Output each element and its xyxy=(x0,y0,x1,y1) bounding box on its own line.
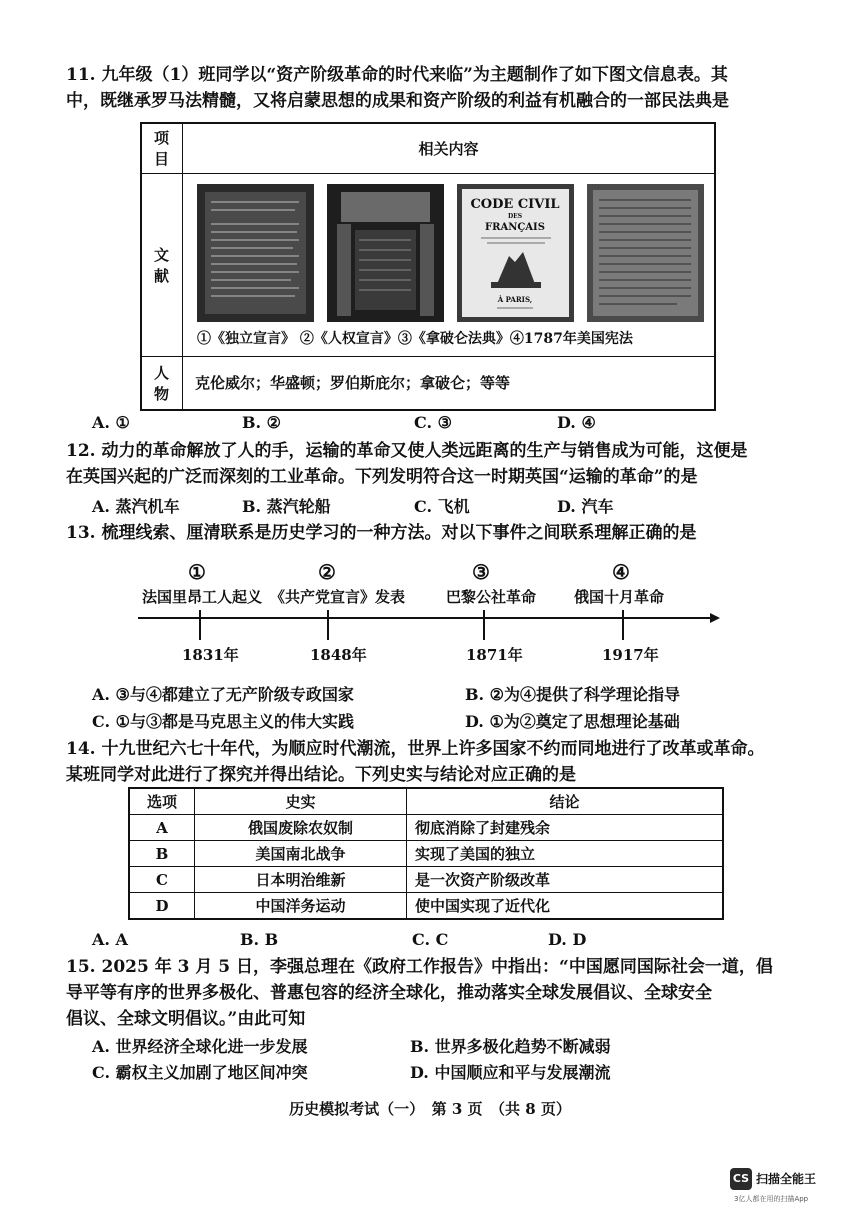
watermark-subtitle: 3亿人都在用的扫描App xyxy=(734,1195,809,1203)
q11-line1: 11. 九年级（1）班同学以“资产阶级革命的时代来临”为主题制作了如下图文信息表。其 xyxy=(66,65,728,85)
timeline-num-4: ④ xyxy=(612,560,630,584)
q14-option-b[interactable]: B. B xyxy=(240,930,279,949)
table-cell: 实现了美国的独立 xyxy=(407,841,724,867)
row-label-figures: 人物 xyxy=(141,356,183,410)
figures-content: 克伦威尔；华盛顿；罗伯斯庇尔；拿破仑；等等 xyxy=(183,356,716,410)
timeline-year-1: 1831年 xyxy=(182,646,239,664)
q13-option-b[interactable]: B. ②为④提供了科学理论指导 xyxy=(465,685,681,704)
table-cell: 彻底消除了封建残余 xyxy=(407,815,724,841)
q11-option-c[interactable]: C. ③ xyxy=(414,413,452,432)
code-civil-title: CODE CIVIL xyxy=(470,196,560,212)
q14-line2: 某班同学对此进行了探究并得出结论。下列史实与结论对应正确的是 xyxy=(66,765,576,785)
timeline-event-3: 巴黎公社革命 xyxy=(446,588,537,606)
q14-line1: 14. 十九世纪六七十年代，为顺应时代潮流，世界上许多国家不约而同地进行了改革或革命。 xyxy=(66,739,765,759)
row-label-documents: 文献 xyxy=(141,173,183,356)
question-12-stem xyxy=(66,438,796,490)
q13-line1: 13. 梳理线索、厘清联系是历史学习的一种方法。对以下事件之间联系理解正确的是 xyxy=(66,523,697,543)
timeline-year-4: 1917年 xyxy=(602,646,659,664)
question-13-stem xyxy=(66,520,796,546)
timeline-num-3: ③ xyxy=(472,560,490,584)
table-cell: B xyxy=(129,841,195,867)
declaration-of-rights-of-man-image xyxy=(327,184,444,322)
table-header-item: 项目 xyxy=(141,123,183,173)
table-row xyxy=(129,867,723,893)
question-11-stem xyxy=(66,62,796,114)
timeline-year-2: 1848年 xyxy=(310,646,367,664)
timeline-num-1: ① xyxy=(188,560,206,584)
q14-header-conclusion: 结论 xyxy=(407,788,724,815)
table-row xyxy=(129,815,723,841)
q15-line1: 15. 2025 年 3 月 5 日，李强总理在《政府工作报告》中指出：“中国愿同国际社会一道，倡 xyxy=(66,957,773,977)
page-footer: 历史模拟考试（一） 第 3 页 （共 8 页） xyxy=(289,1100,571,1118)
q15-line2: 导平等有序的世界多极化、普惠包容的经济全球化，推动落实全球发展倡议、全球安全 xyxy=(66,983,712,1003)
watermark-name: 扫描全能王 xyxy=(756,1172,817,1186)
timeline-num-2: ② xyxy=(318,560,336,584)
q14-header-option: 选项 xyxy=(129,788,195,815)
table-cell: D xyxy=(129,893,195,920)
q12-line2: 在英国兴起的广泛而深刻的工业革命。下列发明符合这一时期英国“运输的革命”的是 xyxy=(66,467,698,487)
documents-captions: ①《独立宣言》 ②《人权宣言》③《拿破仑法典》④1787年美国宪法 xyxy=(197,330,633,347)
declaration-of-independence-image xyxy=(197,184,314,322)
q12-option-d[interactable]: D. 汽车 xyxy=(557,497,614,516)
q13-option-c[interactable]: C. ①与③都是马克思主义的伟大实践 xyxy=(92,712,354,731)
us-constitution-image xyxy=(587,184,704,322)
table-cell: 日本明治维新 xyxy=(195,867,407,893)
q13-option-d[interactable]: D. ①为②奠定了思想理论基础 xyxy=(465,712,680,731)
table-cell: C xyxy=(129,867,195,893)
code-civil-paris: À PARIS, xyxy=(497,294,533,304)
q14-option-d[interactable]: D. D xyxy=(548,930,587,949)
table-cell: 中国洋务运动 xyxy=(195,893,407,920)
table-cell: 俄国废除农奴制 xyxy=(195,815,407,841)
q15-option-c[interactable]: C. 霸权主义加剧了地区间冲突 xyxy=(92,1063,308,1082)
q11-info-table xyxy=(140,122,716,411)
q11-option-b[interactable]: B. ② xyxy=(242,413,282,432)
q12-option-b[interactable]: B. 蒸汽轮船 xyxy=(242,497,331,516)
timeline-axis xyxy=(130,604,730,644)
q14-option-c[interactable]: C. C xyxy=(412,930,449,949)
timeline-event-4: 俄国十月革命 xyxy=(574,588,665,606)
documents-cell xyxy=(183,173,716,356)
table-cell: A xyxy=(129,815,195,841)
q14-option-a[interactable]: A. A xyxy=(92,930,128,949)
scanner-watermark xyxy=(730,1168,840,1206)
question-15-stem xyxy=(66,954,796,1032)
timeline-event-1: 法国里昂工人起义 xyxy=(142,588,263,606)
table-row xyxy=(129,893,723,920)
q15-option-d[interactable]: D. 中国顺应和平与发展潮流 xyxy=(410,1063,611,1082)
q15-option-a[interactable]: A. 世界经济全球化进一步发展 xyxy=(92,1037,308,1056)
q12-option-c[interactable]: C. 飞机 xyxy=(414,497,470,516)
question-14-stem xyxy=(66,736,796,788)
q12-line1: 12. 动力的革命解放了人的手，运输的革命又使人类远距离的生产与销售成为可能，这便是 xyxy=(66,441,748,461)
q13-timeline xyxy=(130,560,730,670)
q11-line2: 中，既继承罗马法精髓，又将启蒙思想的成果和资产阶级的利益有机融合的一部民法典是 xyxy=(66,91,729,111)
q14-table xyxy=(128,787,724,920)
napoleonic-code-image xyxy=(457,184,574,322)
q15-option-b[interactable]: B. 世界多极化趋势不断减弱 xyxy=(410,1037,611,1056)
timeline-year-3: 1871年 xyxy=(466,646,523,664)
q11-option-a[interactable]: A. ① xyxy=(92,413,130,432)
code-civil-des: DES xyxy=(507,212,523,220)
q14-header-fact: 史实 xyxy=(195,788,407,815)
table-row xyxy=(129,841,723,867)
q12-option-a[interactable]: A. 蒸汽机车 xyxy=(92,497,180,516)
q11-option-d[interactable]: D. ④ xyxy=(557,413,596,432)
table-header-content: 相关内容 xyxy=(183,123,716,173)
code-civil-francais: FRANÇAIS xyxy=(485,221,545,233)
q13-option-a[interactable]: A. ③与④都建立了无产阶级专政国家 xyxy=(92,685,354,704)
camscanner-logo-icon: CS xyxy=(730,1168,752,1190)
table-cell: 美国南北战争 xyxy=(195,841,407,867)
timeline-event-2: 《共产党宣言》发表 xyxy=(270,588,406,606)
table-cell: 使中国实现了近代化 xyxy=(407,893,724,920)
table-cell: 是一次资产阶级改革 xyxy=(407,867,724,893)
q15-line3: 倡议、全球文明倡议。”由此可知 xyxy=(66,1009,306,1029)
